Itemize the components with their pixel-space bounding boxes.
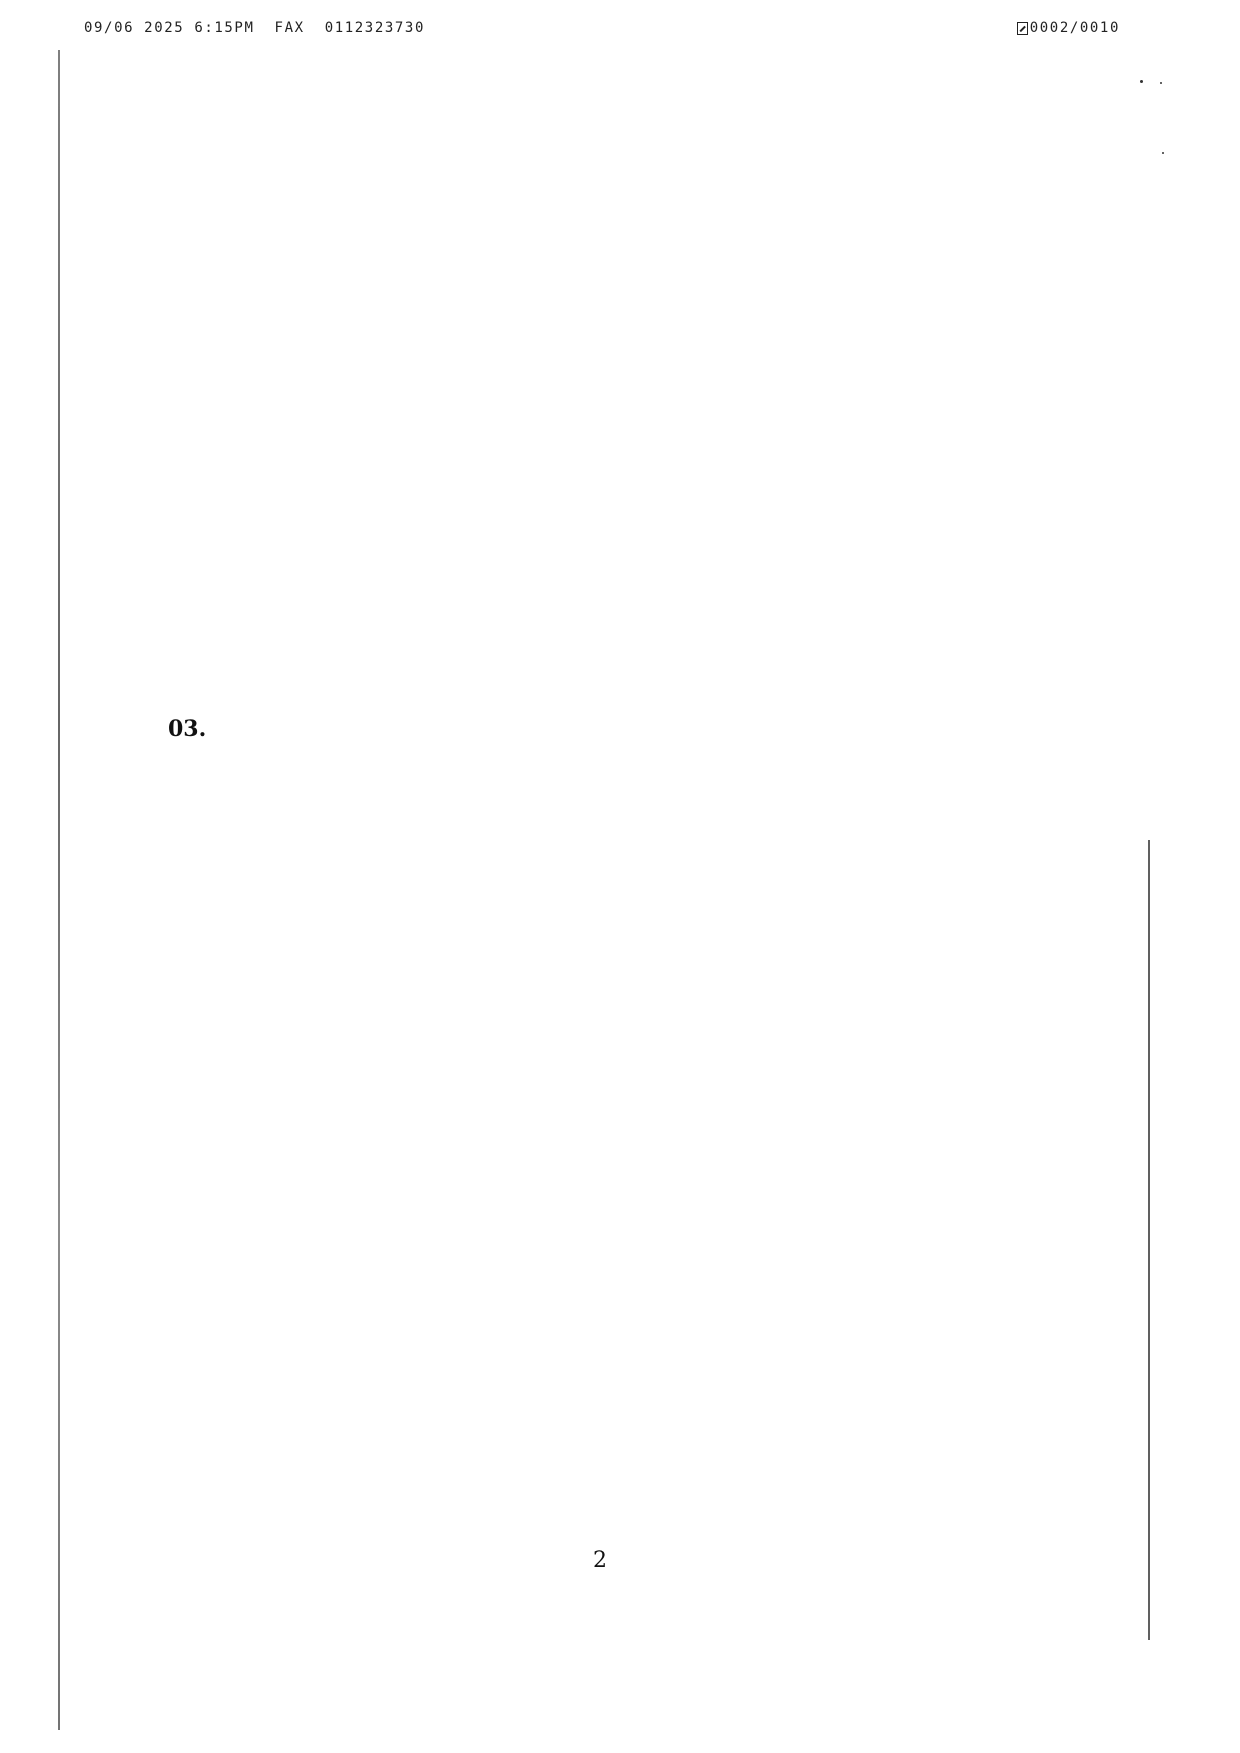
- item-number: 03.: [168, 716, 207, 742]
- item-heading-line: [234, 784, 1074, 818]
- item-heading-line: [234, 750, 1074, 784]
- scan-border-right: [1148, 840, 1150, 1640]
- scan-speck: [1140, 80, 1143, 83]
- fax-page-count: 0002/0010: [1029, 20, 1120, 36]
- item-heading: [234, 716, 1074, 818]
- fax-timestamp-line: 09/06 2025 6:15PM FAX 0112323730: [84, 20, 425, 36]
- page-number: 2: [593, 1548, 607, 1573]
- fax-status-icon: [1017, 22, 1028, 35]
- scan-speck: [1160, 82, 1162, 84]
- item-heading-line: [234, 716, 1074, 750]
- scan-speck: [1162, 152, 1164, 154]
- fax-transmission-header: [84, 20, 1120, 46]
- fax-page-counter: [1017, 20, 1120, 36]
- scan-border-left: [58, 50, 60, 1730]
